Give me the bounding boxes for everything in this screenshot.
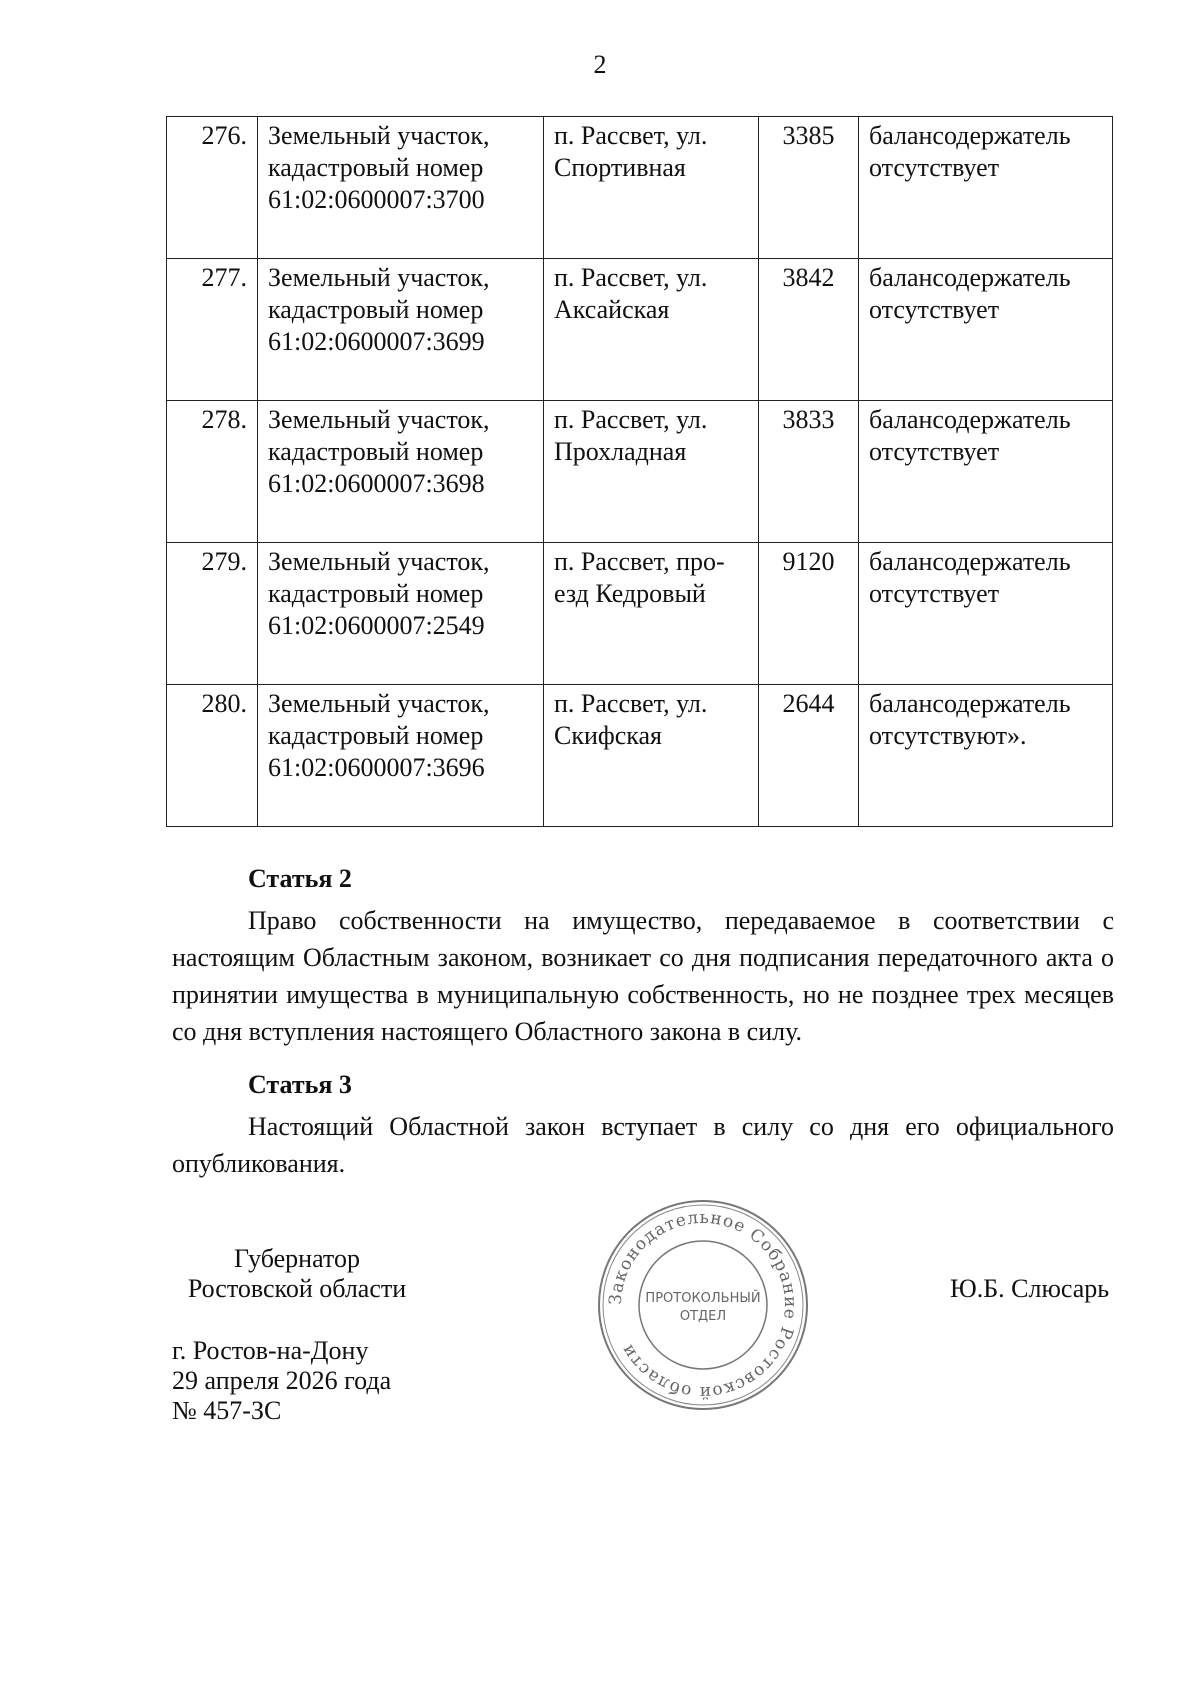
row-number: 277. — [167, 259, 258, 401]
area: 2644 — [759, 685, 859, 827]
stamp-center-line1: ПРОТОКОЛЬНЫЙ — [645, 1291, 761, 1306]
address: п. Рассвет, ул. Аксайская — [544, 259, 759, 401]
article-2-text: Право собственности на имущество, передаваемое в соответствии с настоящим Областным законом, возникает со дня подписания передаточного акта о принятии имущества в муниципальную собственность, но не позднее трех месяцев со дня вступления настоящего Областного закона в силу. — [172, 906, 1114, 1046]
balance-holder: балансодержатель отсутствуют». — [859, 685, 1113, 827]
table-row — [167, 685, 1113, 827]
row-number: 279. — [167, 543, 258, 685]
area: 3385 — [759, 117, 859, 259]
row-number: 280. — [167, 685, 258, 827]
row-number: 276. — [167, 117, 258, 259]
stamp-center-line2: ОТДЕЛ — [679, 1309, 727, 1324]
area: 3833 — [759, 401, 859, 543]
balance-holder: балансодержатель отсутствует — [859, 117, 1113, 259]
table-row — [167, 401, 1113, 543]
stamp-ring-text: Законодательное Собрание Ростовской области — [605, 1207, 801, 1403]
address: п. Рассвет, про-езд Кедровый — [544, 543, 759, 685]
land-plots-table — [166, 116, 1113, 827]
table-row — [167, 543, 1113, 685]
article-2-heading: Статья 2 — [248, 864, 352, 893]
page-number: 2 — [593, 50, 607, 79]
object-description: Земельный участок, кадастровый номер 61:02:0600007:3696 — [258, 685, 544, 827]
object-description: Земельный участок, кадастровый номер 61:02:0600007:3698 — [258, 401, 544, 543]
place-and-date — [172, 1336, 391, 1426]
area: 9120 — [759, 543, 859, 685]
signatory-title-line1: Губернатор — [234, 1244, 360, 1273]
object-description: Земельный участок, кадастровый номер 61:02:0600007:2549 — [258, 543, 544, 685]
balance-holder: балансодержатель отсутствует — [859, 401, 1113, 543]
article-3-heading: Статья 3 — [248, 1070, 352, 1099]
address: п. Рассвет, ул. Прохладная — [544, 401, 759, 543]
balance-holder: балансодержатель отсутствует — [859, 543, 1113, 685]
address: п. Рассвет, ул. Скифская — [544, 685, 759, 827]
row-number: 278. — [167, 401, 258, 543]
area: 3842 — [759, 259, 859, 401]
article-3-text: Настоящий Областной закон вступает в силу со дня его официального опубликования. — [172, 1112, 1114, 1178]
table-row — [167, 117, 1113, 259]
table-row — [167, 259, 1113, 401]
seal-stamp — [596, 1198, 810, 1412]
signatory-title-line2: Ростовской области — [187, 1274, 407, 1303]
law-number: № 457-ЗС — [172, 1396, 282, 1425]
object-description: Земельный участок, кадастровый номер 61:02:0600007:3699 — [258, 259, 544, 401]
date: 29 апреля 2026 года — [172, 1366, 392, 1395]
balance-holder: балансодержатель отсутствует — [859, 259, 1113, 401]
address: п. Рассвет, ул. Спортивная — [544, 117, 759, 259]
signatory-name: Ю.Б. Слюсарь — [950, 1274, 1110, 1303]
signatory-title — [172, 1244, 422, 1304]
city: г. Ростов-на-Дону — [172, 1336, 369, 1365]
object-description: Земельный участок, кадастровый номер 61:02:0600007:3700 — [258, 117, 544, 259]
